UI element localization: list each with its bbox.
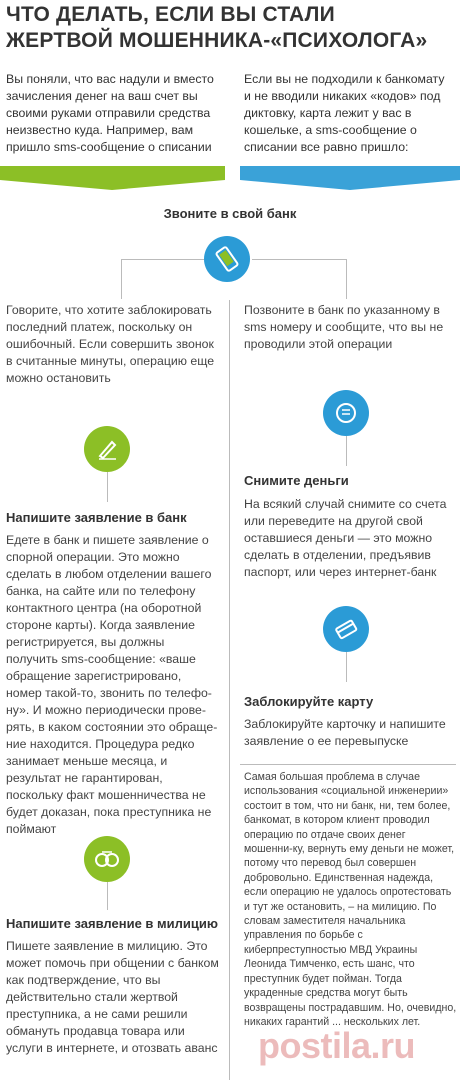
page-title: [6, 2, 458, 54]
connector-right: [252, 259, 347, 260]
phone-icon: [204, 236, 250, 282]
handcuffs-icon: [84, 836, 130, 882]
step-call-bank-heading: Звоните в свой банк: [163, 206, 297, 221]
note-divider: [240, 764, 456, 765]
connector-pen-down: [107, 472, 108, 502]
coin-icon: [323, 390, 369, 436]
green-stripe: [0, 166, 225, 180]
connector-right-down: [346, 259, 347, 299]
card-icon: [323, 606, 369, 652]
green-arrow-shape: [0, 180, 225, 190]
connector-card-down: [346, 652, 347, 682]
connector-coin-down: [346, 436, 347, 466]
left-call-text: Говорите, что хотите заблокировать последний платеж, поскольку он ошибочный. Если совершить звонок в считанные минуты, операцию еще можно остановить: [6, 303, 215, 385]
withdraw-heading: Снимите деньги: [244, 473, 349, 488]
intro-left: Вы поняли, что вас надули и вместо зачисления денег на ваш счет вы своими руками отправили средства неизвестно куда. Например, вам пришло sms-сообщение о списании: [6, 72, 214, 154]
police-text: Пишете заявление в милицию. Это может помочь при общении с банком как подтверждение, что вы действительно стали жертвой преступника, а не сами решили обмануть продавца товара или услуги в интернете, и отозвать аванс: [6, 939, 219, 1055]
connector-left: [121, 259, 204, 260]
blue-stripe: [240, 166, 460, 180]
block-card-text: Заблокируйте карточку и напишите заявление о ее перевыпуске: [244, 717, 446, 748]
title-line-1: ЧТО ДЕЛАТЬ, ЕСЛИ ВЫ СТАЛИ: [6, 3, 335, 26]
watermark: postila.ru: [258, 1025, 416, 1066]
right-call-text: Позвоните в банк по указанному в sms номеру и сообщите, что вы не проводили этой операции: [244, 303, 444, 351]
note-text: Самая большая проблема в случае использования «социальной инженерии» состоит в том, что ни банк, ни, тем более, банкомат, в котором клиент проводил операцию по отдаче своих денег мошенни-ку, вернуть ему деньги не может, потому что перевод был совершен добровольно. Единственная надежда, если операцию не удалось опротестовать и тут же остановить, – на милицию. По словам заместителя начальника управления по борьбе с киберпреступностью МВД Украины Леонида Тимченко, есть шанс, что преступник будет пойман. Тогда украденные средства могут быть возвращены пострадавшим. Но, очевидно, никаких гарантий ... нескольких лет.: [244, 771, 457, 1028]
title-line-2: ЖЕРТВОЙ МОШЕННИКА-«ПСИХОЛОГА»: [6, 29, 428, 52]
blue-arrow-shape: [240, 180, 460, 190]
pen-icon: [84, 426, 130, 472]
connector-handcuffs-down: [107, 882, 108, 910]
bank-claim-text: Едете в банк и пишете заявление о спорной операции. Это можно сделать в любом отделении вашего банка, на сайте или по телефону контактного центра (на оборотной стороне карты). Когда заявление регистрируется, вы должны получить sms-сообщение: «ваше обращение зарегистрировано, номер такой-то, звонить по телефо-ну». И можно периодически прове-рять, в каком состоянии это обраще-ние находится. Процедура редко занимает меньше месяца, и результат не гарантирован, поскольку факт мошенничества не будет доказан, пока преступника не поймают: [6, 533, 218, 836]
police-heading: Напишите заявление в милицию: [6, 916, 218, 931]
intro-right: Если вы не подходили к банкомату и не вводили никаких «кодов» под диктовку, карта лежит у вас в кошельке, а sms-сообщение о списании все равно пришло:: [244, 72, 445, 154]
connector-left-down: [121, 259, 122, 299]
withdraw-text: На всякий случай снимите со счета или переведите на другой свой оставшиеся деньги — это можно сделать в отделении, предъявив паспорт, или через интернет-банк: [244, 497, 447, 579]
block-card-heading: Заблокируйте карту: [244, 694, 374, 709]
center-divider: [229, 300, 230, 1080]
bank-claim-heading: Напишите заявление в банк: [6, 510, 187, 525]
